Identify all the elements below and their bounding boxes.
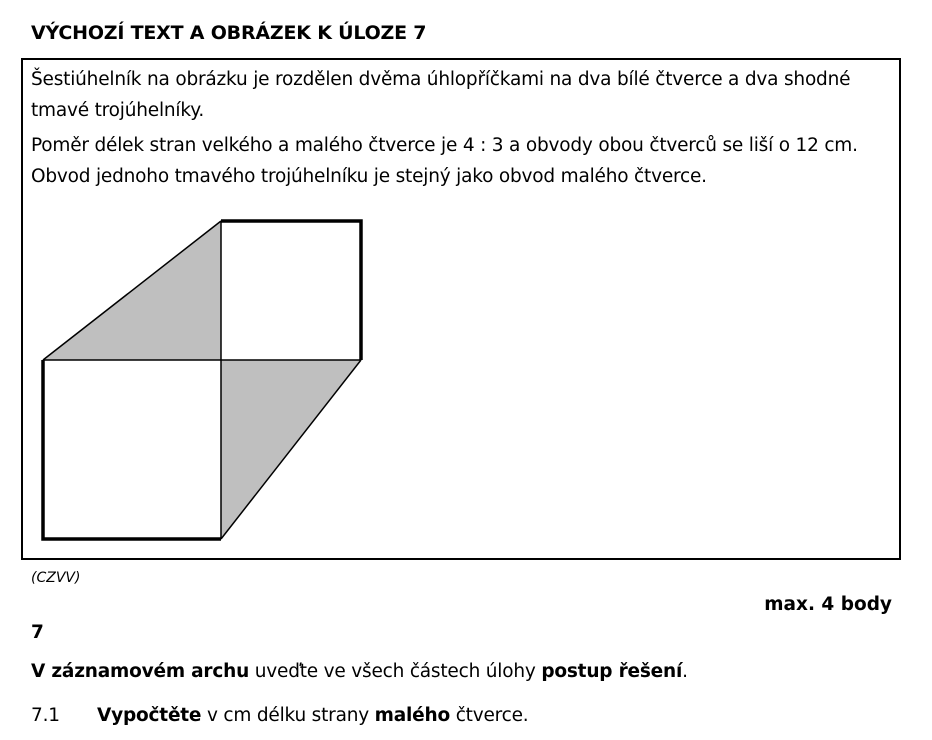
subtask-bold-1: Vypočtěte: [97, 705, 202, 726]
instruction-text-1: uveďte ve všech částech úlohy: [249, 661, 542, 682]
large-square: [43, 360, 221, 539]
instruction-bold-1: V záznamovém archu: [31, 661, 250, 682]
source-label: (CZVV): [31, 570, 81, 586]
max-points-label: max. 4 body: [764, 594, 892, 615]
paragraph-2-line-2: Obvod jednoho tmavého trojúhelníku je stejný jako obvod malého čtverce.: [31, 166, 707, 187]
subtask-text: [97, 705, 529, 726]
subtask-bold-2: malého: [374, 705, 451, 726]
subtask-text-1: v cm délku strany: [201, 705, 375, 726]
task-instruction: [31, 661, 688, 682]
task-number: 7: [31, 622, 44, 643]
section-heading: VÝCHOZÍ TEXT A OBRÁZEK K ÚLOZE 7: [31, 22, 427, 44]
instruction-text-2: .: [682, 661, 688, 682]
subtask-text-2: čtverce.: [450, 705, 529, 726]
paragraph-2-line-1: Poměr délek stran velkého a malého čtverce je 4 : 3 a obvody obou čtverců se liší o 12 cm.: [31, 135, 858, 156]
instruction-bold-2: postup řešení: [541, 661, 683, 682]
subtask-number: 7.1: [31, 705, 60, 726]
paragraph-1: Šestiúhelník na obrázku je rozdělen dvěma úhlopříčkami na dva bílé čtverce a dva shodné tmavé trojúhelníky.: [31, 69, 851, 121]
small-square: [221, 221, 361, 360]
